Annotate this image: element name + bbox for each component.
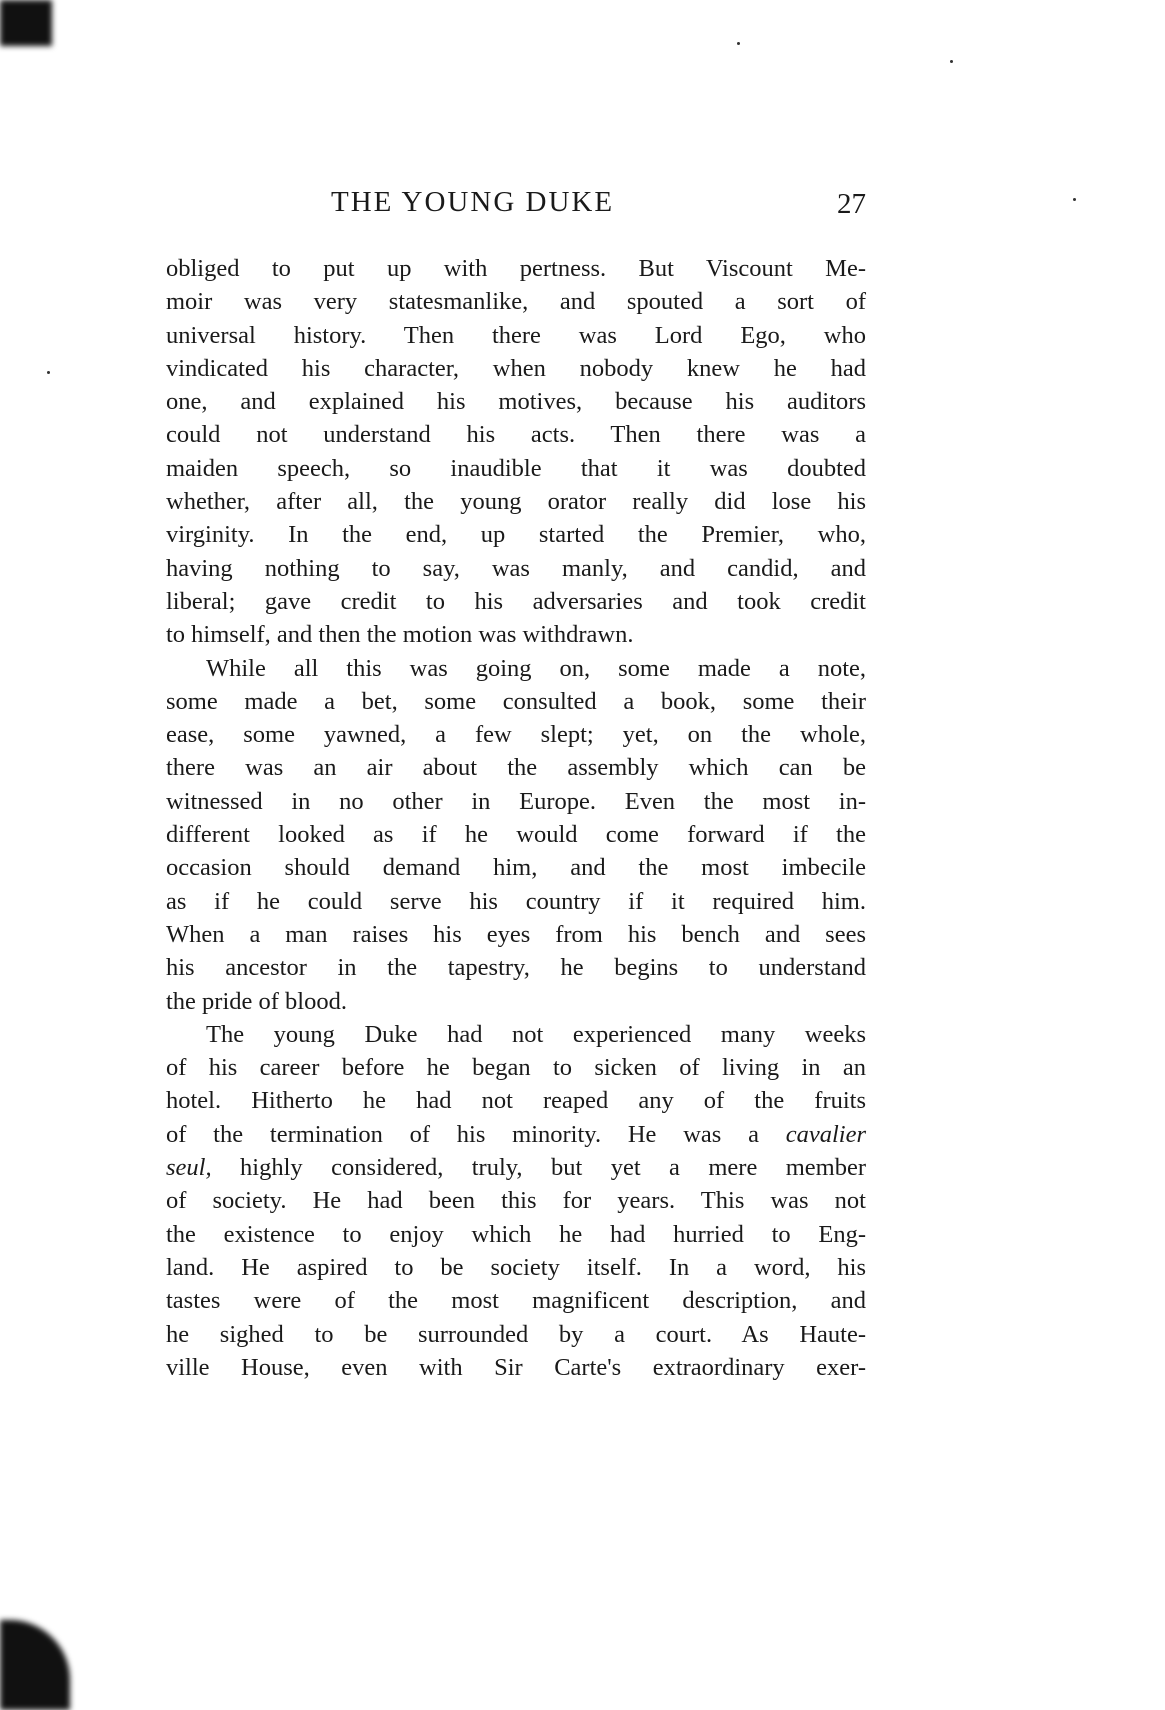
- line-text: could not understand his acts. Then there was a: [166, 421, 866, 449]
- text-line: [166, 252, 866, 285]
- italic-phrase: cavalier: [785, 1120, 867, 1148]
- text-line: [166, 1151, 866, 1184]
- text-line: [166, 818, 866, 851]
- text-line: [166, 485, 866, 518]
- line-text: of his career before he began to sicken of living in an: [166, 1054, 866, 1082]
- text-line: [166, 618, 866, 651]
- text-line: [166, 885, 866, 918]
- line-text: highly considered, truly, but yet a mere member: [240, 1154, 867, 1182]
- line-text: there was an air about the assembly which can be: [166, 754, 866, 782]
- text-line: [166, 518, 866, 551]
- line-text: virginity. In the end, up started the Premier, who,: [166, 521, 866, 549]
- text-line: [166, 585, 866, 618]
- text-line: [166, 1051, 866, 1084]
- running-title: THE YOUNG DUKE: [331, 186, 615, 218]
- text-line: [166, 985, 866, 1018]
- text-line: [166, 652, 866, 685]
- text-line: [166, 851, 866, 884]
- line-text: of the termination of his minority. He was a: [166, 1120, 759, 1148]
- text-line: [166, 452, 866, 485]
- line-text: ease, some yawned, a few slept; yet, on the whole,: [166, 721, 866, 749]
- line-text: the pride of blood.: [166, 987, 347, 1015]
- text-line: [166, 1184, 866, 1217]
- text-line: [166, 1351, 866, 1384]
- text-line: [166, 552, 866, 585]
- line-text: vindicated his character, when nobody knew he had: [166, 354, 866, 382]
- line-text: land. He aspired to be society itself. In a word, his: [166, 1253, 866, 1281]
- text-line: [166, 385, 866, 418]
- line-text: The young Duke had not experienced many weeks: [206, 1020, 866, 1048]
- line-text: ville House, even with Sir Carte's extraordinary exer-: [166, 1353, 866, 1381]
- text-line: [166, 1251, 866, 1284]
- line-text: moir was very statesmanlike, and spouted a sort of: [166, 288, 866, 316]
- line-text: liberal; gave credit to his adversaries and took credit: [166, 587, 866, 615]
- line-text: he sighed to be surrounded by a court. As Haute-: [166, 1320, 866, 1348]
- text-line: [166, 1018, 866, 1051]
- line-text: having nothing to say, was manly, and candid, and: [166, 554, 866, 582]
- text-line: [166, 319, 866, 352]
- text-line: [166, 1318, 866, 1351]
- scan-speck: [47, 371, 50, 374]
- text-line: [166, 1284, 866, 1317]
- line-text: When a man raises his eyes from his bench and sees: [166, 920, 866, 948]
- text-line: [166, 1084, 866, 1117]
- line-text: to himself, and then the motion was withdrawn.: [166, 621, 634, 649]
- scan-speck: [737, 42, 740, 45]
- line-text: one, and explained his motives, because his auditors: [166, 388, 866, 416]
- line-text: While all this was going on, some made a note,: [206, 654, 866, 682]
- text-line: [166, 1118, 866, 1151]
- line-text: the existence to enjoy which he had hurried to Eng-: [166, 1220, 866, 1248]
- text-line: [166, 785, 866, 818]
- line-text: universal history. Then there was Lord Ego, who: [166, 321, 866, 349]
- text-line: [166, 685, 866, 718]
- line-text: occasion should demand him, and the most imbecile: [166, 854, 866, 882]
- scan-speck: [950, 60, 953, 63]
- text-line: [166, 918, 866, 951]
- text-line: [166, 418, 866, 451]
- line-text: some made a bet, some consulted a book, some their: [166, 687, 866, 715]
- text-line: [166, 285, 866, 318]
- italic-phrase: seul,: [166, 1154, 212, 1182]
- scan-smudge-top: [0, 0, 52, 46]
- running-head: [166, 182, 866, 222]
- text-line: [166, 718, 866, 751]
- scan-speck: [1073, 198, 1076, 201]
- line-text: his ancestor in the tapestry, he begins to understand: [166, 954, 866, 982]
- text-line: [166, 951, 866, 984]
- line-text: of society. He had been this for years. This was not: [166, 1187, 866, 1215]
- line-text: as if he could serve his country if it required him.: [166, 887, 866, 915]
- line-text: maiden speech, so inaudible that it was doubted: [166, 454, 866, 482]
- text-line: [166, 751, 866, 784]
- text-line: [166, 352, 866, 385]
- page-number: 27: [837, 188, 866, 220]
- scan-smudge-bottom: [0, 1620, 70, 1710]
- line-text: tastes were of the most magnificent description, and: [166, 1287, 866, 1315]
- line-text: different looked as if he would come forward if the: [166, 821, 866, 849]
- line-text: obliged to put up with pertness. But Viscount Me-: [166, 255, 866, 282]
- text-line: [166, 1218, 866, 1251]
- line-text: hotel. Hitherto he had not reaped any of the fruits: [166, 1087, 866, 1115]
- body-text: [166, 252, 866, 1384]
- line-text: whether, after all, the young orator really did lose his: [166, 488, 866, 516]
- line-text: witnessed in no other in Europe. Even the most in-: [166, 787, 866, 815]
